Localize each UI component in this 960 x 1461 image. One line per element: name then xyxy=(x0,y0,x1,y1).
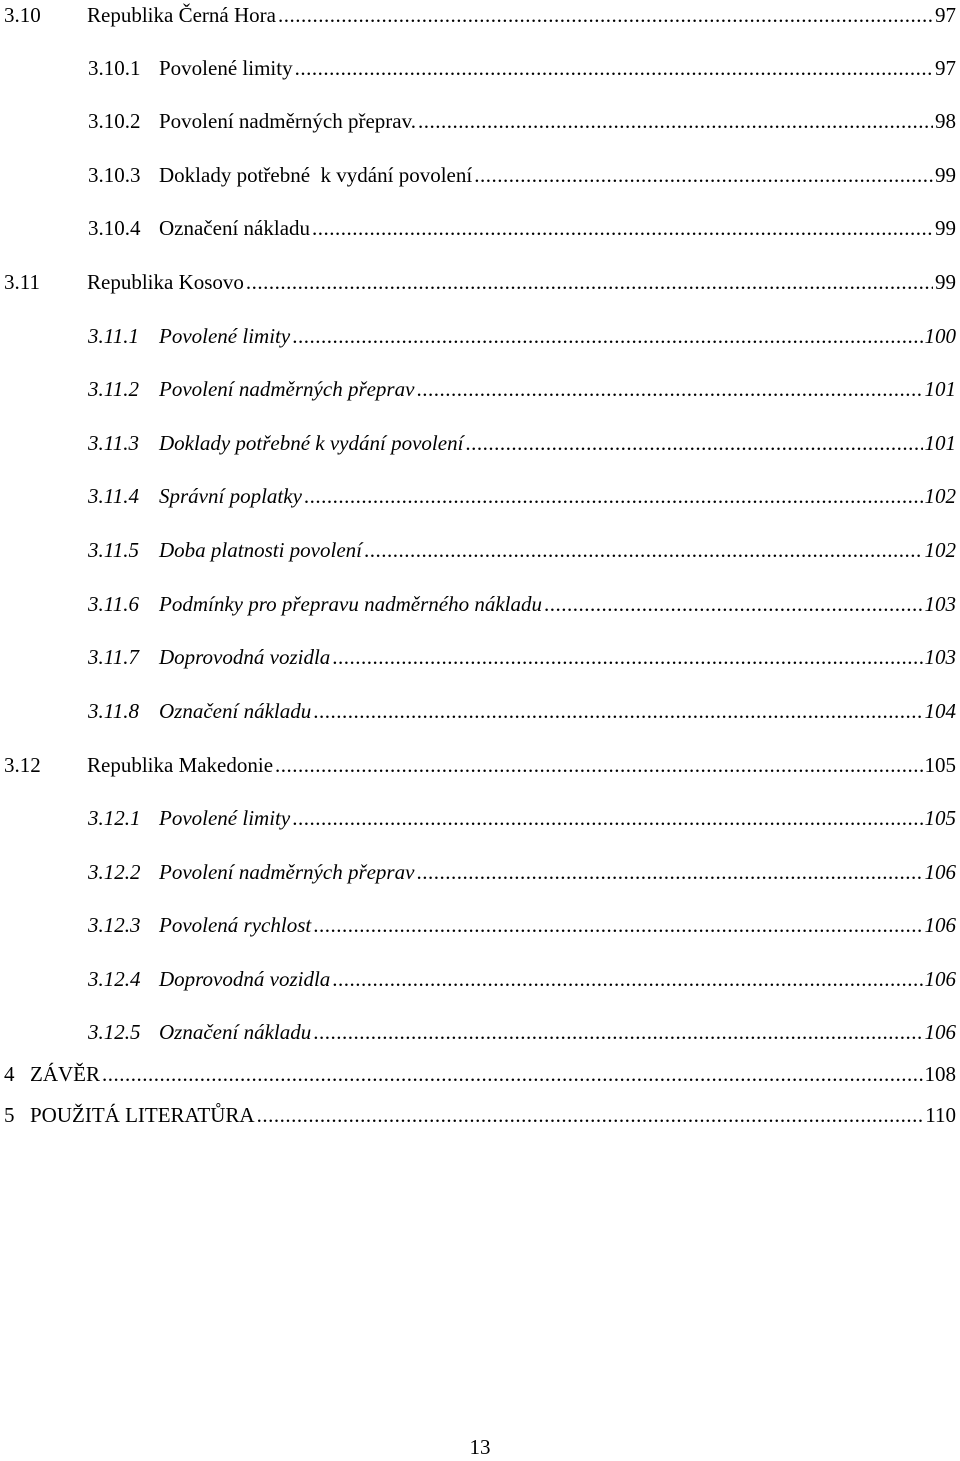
toc-entry-3-10[interactable] xyxy=(4,0,956,30)
toc-leader-dots xyxy=(292,803,922,833)
toc-entry-number: 3.12.2 xyxy=(88,860,141,884)
toc-entry-number: 4 xyxy=(4,1062,15,1086)
toc-entry-title: Povolení nadměrných přeprav xyxy=(159,860,415,884)
toc-entry-page: 97 xyxy=(935,56,956,80)
toc-leader-dots xyxy=(275,750,922,780)
toc-leader-dots xyxy=(312,213,933,243)
toc-leader-dots xyxy=(313,910,922,940)
toc-leader-dots xyxy=(102,1059,923,1089)
toc-entry-number: 3.11.4 xyxy=(88,484,139,508)
toc-entry-3-12[interactable] xyxy=(4,750,956,780)
toc-entry-title: Správní poplatky xyxy=(159,484,302,508)
toc-entry-number: 3.12.5 xyxy=(88,1020,141,1044)
toc-entry-page: 106 xyxy=(924,860,956,884)
toc-entry-number: 3.11.8 xyxy=(88,699,139,723)
toc-entry-3-11-6[interactable] xyxy=(88,589,956,619)
toc-leader-dots xyxy=(416,857,922,887)
toc-leader-dots xyxy=(474,160,933,190)
toc-entry-page: 99 xyxy=(935,163,956,187)
toc-entry-3-11-4[interactable] xyxy=(88,481,956,511)
toc-entry-page: 101 xyxy=(924,377,956,401)
toc-leader-dots xyxy=(257,1100,924,1130)
toc-entry-3-11-8[interactable] xyxy=(88,696,956,726)
toc-entry-title: Označení nákladu xyxy=(159,1020,312,1044)
toc-entry-title: Republika Makedonie xyxy=(87,753,274,777)
toc-entry-3-12-3[interactable] xyxy=(88,910,956,940)
toc-entry-title: Doklady potřebné k vydání povolení xyxy=(159,431,464,455)
toc-entry-title: Republika Černá Hora xyxy=(87,3,276,27)
toc-entry-page: 106 xyxy=(924,913,956,937)
toc-entry-title: Označení nákladu xyxy=(159,699,312,723)
toc-entry-4[interactable] xyxy=(4,1059,956,1089)
toc-entry-number: 3.11.2 xyxy=(88,377,139,401)
toc-entry-number: 3.11.6 xyxy=(88,592,139,616)
toc-leader-dots xyxy=(332,642,922,672)
toc-entry-page: 104 xyxy=(924,699,956,723)
toc-entry-title: Doba platnosti povolení xyxy=(159,538,362,562)
toc-entry-title: Podmínky pro přepravu nadměrného nákladu xyxy=(159,592,542,616)
toc-leader-dots xyxy=(278,0,933,30)
toc-entry-number: 3.12.4 xyxy=(88,967,141,991)
toc-leader-dots xyxy=(313,696,922,726)
toc-entry-page: 100 xyxy=(924,324,956,348)
toc-leader-dots xyxy=(544,589,923,619)
toc-leader-dots xyxy=(313,1017,922,1047)
toc-entry-page: 102 xyxy=(924,538,956,562)
toc-entry-3-10-1[interactable] xyxy=(88,53,956,83)
toc-entry-3-12-4[interactable] xyxy=(88,964,956,994)
toc-entry-page: 105 xyxy=(924,806,956,830)
toc-entry-page: 108 xyxy=(924,1062,956,1086)
toc-leader-dots xyxy=(292,321,922,351)
toc-entry-number: 3.10.1 xyxy=(88,56,141,80)
toc-entry-page: 99 xyxy=(935,270,956,294)
toc-entry-title: Povolená rychlost xyxy=(159,913,312,937)
toc-entry-3-11-5[interactable] xyxy=(88,535,956,565)
toc-entry-title: Republika Kosovo xyxy=(87,270,244,294)
toc-entry-number: 3.11.3 xyxy=(88,431,139,455)
toc-entry-3-11-2[interactable] xyxy=(88,374,956,404)
toc-entry-number: 3.10.3 xyxy=(88,163,141,187)
toc-leader-dots xyxy=(295,53,933,83)
toc-entry-page: 103 xyxy=(924,645,956,669)
toc-entry-5[interactable] xyxy=(4,1100,956,1130)
toc-entry-3-12-5[interactable] xyxy=(88,1017,956,1047)
toc-entry-title: Doprovodná vozidla xyxy=(159,967,331,991)
toc-entry-number: 5 xyxy=(4,1103,15,1127)
toc-entry-title: Označení nákladu xyxy=(159,216,311,240)
toc-entry-page: 101 xyxy=(924,431,956,455)
toc-entry-number: 3.11.7 xyxy=(88,645,139,669)
toc-entry-page: 97 xyxy=(935,3,956,27)
toc-entry-3-12-2[interactable] xyxy=(88,857,956,887)
toc-entry-3-11-3[interactable] xyxy=(88,428,956,458)
toc-entry-page: 102 xyxy=(924,484,956,508)
toc-entry-3-11-7[interactable] xyxy=(88,642,956,672)
toc-leader-dots xyxy=(246,267,933,297)
toc-entry-number: 3.12 xyxy=(4,753,41,777)
toc-leader-dots xyxy=(418,106,933,136)
toc-entry-page: 106 xyxy=(924,967,956,991)
toc-entry-number: 3.12.1 xyxy=(88,806,141,830)
toc-entry-3-11[interactable] xyxy=(4,267,956,297)
toc-entry-page: 106 xyxy=(924,1020,956,1044)
toc-entry-title: Povolení nadměrných přeprav xyxy=(159,377,415,401)
toc-entry-page: 98 xyxy=(935,109,956,133)
toc-entry-title: Povolené limity xyxy=(159,806,291,830)
toc-entry-title: Povolené limity xyxy=(159,324,291,348)
toc-entry-3-11-1[interactable] xyxy=(88,321,956,351)
toc-entry-number: 3.11.5 xyxy=(88,538,139,562)
toc-entry-title: Doprovodná vozidla xyxy=(159,645,331,669)
toc-leader-dots xyxy=(364,535,923,565)
toc-entry-page: 105 xyxy=(924,753,956,777)
toc-leader-dots xyxy=(332,964,922,994)
toc-entry-title: POUŽITÁ LITERATŮRA xyxy=(30,1103,255,1127)
toc-entry-title: ZÁVĚR xyxy=(30,1062,100,1086)
toc-entry-number: 3.12.3 xyxy=(88,913,141,937)
toc-entry-page: 110 xyxy=(925,1103,956,1127)
toc-entry-3-12-1[interactable] xyxy=(88,803,956,833)
toc-entry-page: 103 xyxy=(924,592,956,616)
toc-entry-3-10-4[interactable] xyxy=(88,213,956,243)
page-number: 13 xyxy=(469,1435,491,1459)
toc-entry-title: Povolené limity xyxy=(159,56,293,80)
toc-leader-dots xyxy=(465,428,922,458)
toc-entry-number: 3.11.1 xyxy=(88,324,139,348)
toc-entry-title: Doklady potřebné k vydání povolení xyxy=(159,163,473,187)
toc-entry-title: Povolení nadměrných přeprav. xyxy=(159,109,416,133)
toc-entry-3-10-3[interactable] xyxy=(88,160,956,190)
toc-entry-page: 99 xyxy=(935,216,956,240)
toc-leader-dots xyxy=(416,374,922,404)
toc-entry-number: 3.10.2 xyxy=(88,109,141,133)
toc-entry-number: 3.10 xyxy=(4,3,41,27)
toc-entry-number: 3.10.4 xyxy=(88,216,141,240)
toc-entry-3-10-2[interactable] xyxy=(88,106,956,136)
toc-leader-dots xyxy=(304,481,923,511)
toc-entry-number: 3.11 xyxy=(4,270,40,294)
